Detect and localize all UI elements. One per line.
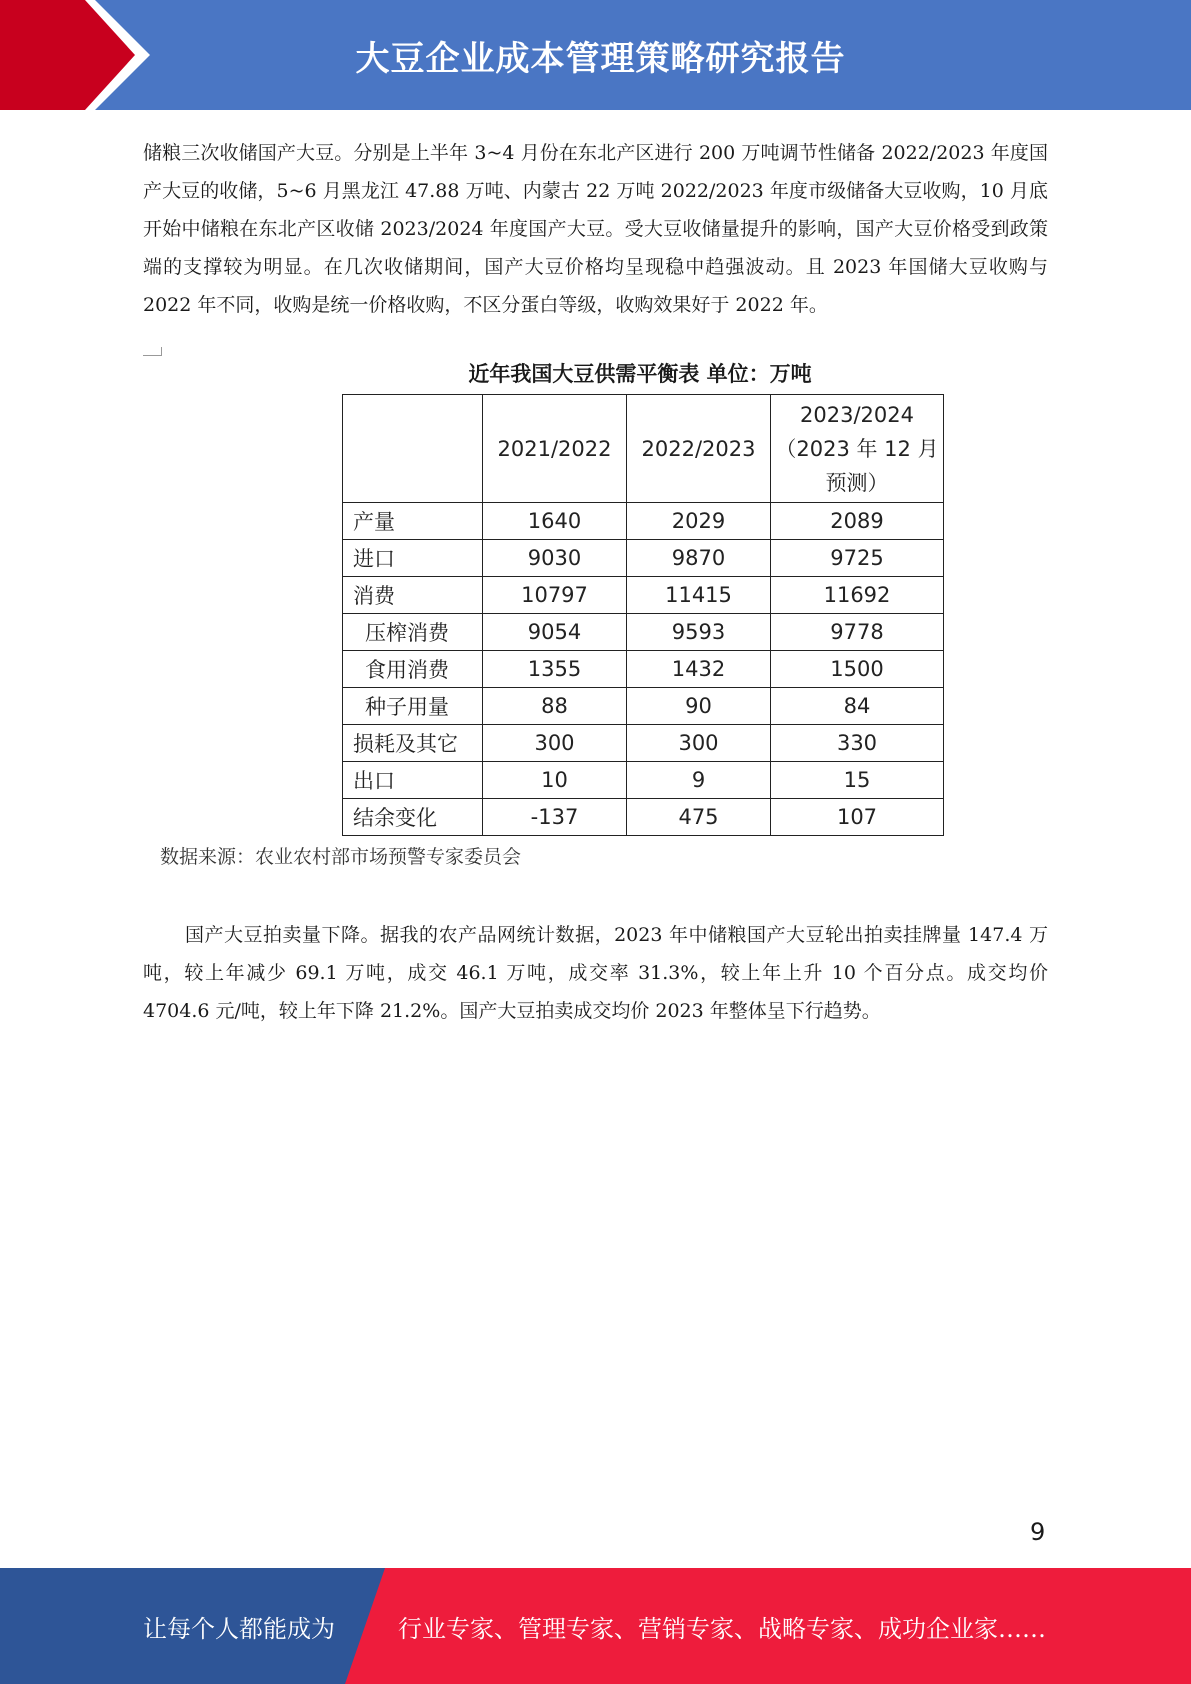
table-cell: 90 [627,688,771,725]
row-label: 压榨消费 [343,614,483,651]
table-row [343,688,944,725]
table-cell: 9 [627,762,771,799]
table-cell: 1500 [771,651,944,688]
row-label: 消费 [343,577,483,614]
table-row [343,614,944,651]
table-cell: 88 [483,688,627,725]
table-cell: 11415 [627,577,771,614]
row-label: 产量 [343,503,483,540]
table-cell: 84 [771,688,944,725]
table-cell: 475 [627,799,771,836]
table-cell: 10 [483,762,627,799]
row-label: 进口 [343,540,483,577]
row-label: 种子用量 [343,688,483,725]
table-cell: 9054 [483,614,627,651]
row-label: 损耗及其它 [343,725,483,762]
row-label: 食用消费 [343,651,483,688]
header-banner [0,0,1191,110]
table-row [343,503,944,540]
table-row [343,799,944,836]
table-row [343,540,944,577]
page-number: 9 [1030,1518,1046,1546]
table-cell: 15 [771,762,944,799]
table-cell: 330 [771,725,944,762]
table-cell: 2029 [627,503,771,540]
table-cell: 9030 [483,540,627,577]
table-cell: 2089 [771,503,944,540]
text-boundary-mark [143,347,162,356]
table-cell: 1432 [627,651,771,688]
table-cell: 11692 [771,577,944,614]
table-cell: 1640 [483,503,627,540]
table-row [343,577,944,614]
table-row [343,651,944,688]
table-header-cell: 2023/2024（2023 年 12 月预测） [771,395,944,503]
table-cell: 1355 [483,651,627,688]
table-row [343,725,944,762]
table-header-cell: 2021/2022 [483,395,627,503]
table-cell: 9778 [771,614,944,651]
table-cell: 10797 [483,577,627,614]
footer-slogan-right: 行业专家、管理专家、营销专家、战略专家、成功企业家…… [398,1614,1046,1643]
table-cell: 9870 [627,540,771,577]
footer-banner [0,1568,1191,1684]
footer-slogan-left: 让每个人都能成为 [143,1614,335,1643]
table-header-row [343,395,944,503]
table-cell: -137 [483,799,627,836]
table-row [343,762,944,799]
row-label: 出口 [343,762,483,799]
table-cell: 9593 [627,614,771,651]
table-title: 近年我国大豆供需平衡表 单位：万吨 [468,362,812,386]
table-header-cell [343,395,483,503]
table-cell: 300 [627,725,771,762]
report-title: 大豆企业成本管理策略研究报告 [355,38,846,79]
data-source-note: 数据来源：农业农村部市场预警专家委员会 [160,846,522,868]
table-cell: 9725 [771,540,944,577]
supply-demand-table [342,394,944,836]
table-header-cell: 2022/2023 [627,395,771,503]
body-paragraph-1: 储粮三次收储国产大豆。分别是上半年 3~4 月份在东北产区进行 200 万吨调节性储备 2022/2023 年度国产大豆的收储，5~6 月黑龙江 47.88 万吨、内蒙古 22 万吨 2022/2023 年度市级储备大豆收购，10 月底开始中储粮在东北产区收储 2023/2024 年度国产大豆。受大豆收储量提升的影响，国产大豆价格受到政策端的支撑较为明显。在几次收储期间，国产大豆价格均呈现稳中趋强波动。且 2023 年国储大豆收购与 2022 年不同，收购是统一价格收购，不区分蛋白等级，收购效果好于 2022 年。 [143,142,1048,316]
body-paragraph-2: 国产大豆拍卖量下降。据我的农产品网统计数据，2023 年中储粮国产大豆轮出拍卖挂牌量 147.4 万吨，较上年减少 69.1 万吨，成交 46.1 万吨，成交率 31.3%，较上年上升 10 个百分点。成交均价 4704.6 元/吨，较上年下降 21.2%。国产大豆拍卖成交均价 2023 年整体呈下行趋势。 [143,924,1048,1022]
table-cell: 300 [483,725,627,762]
table-cell: 107 [771,799,944,836]
row-label: 结余变化 [343,799,483,836]
